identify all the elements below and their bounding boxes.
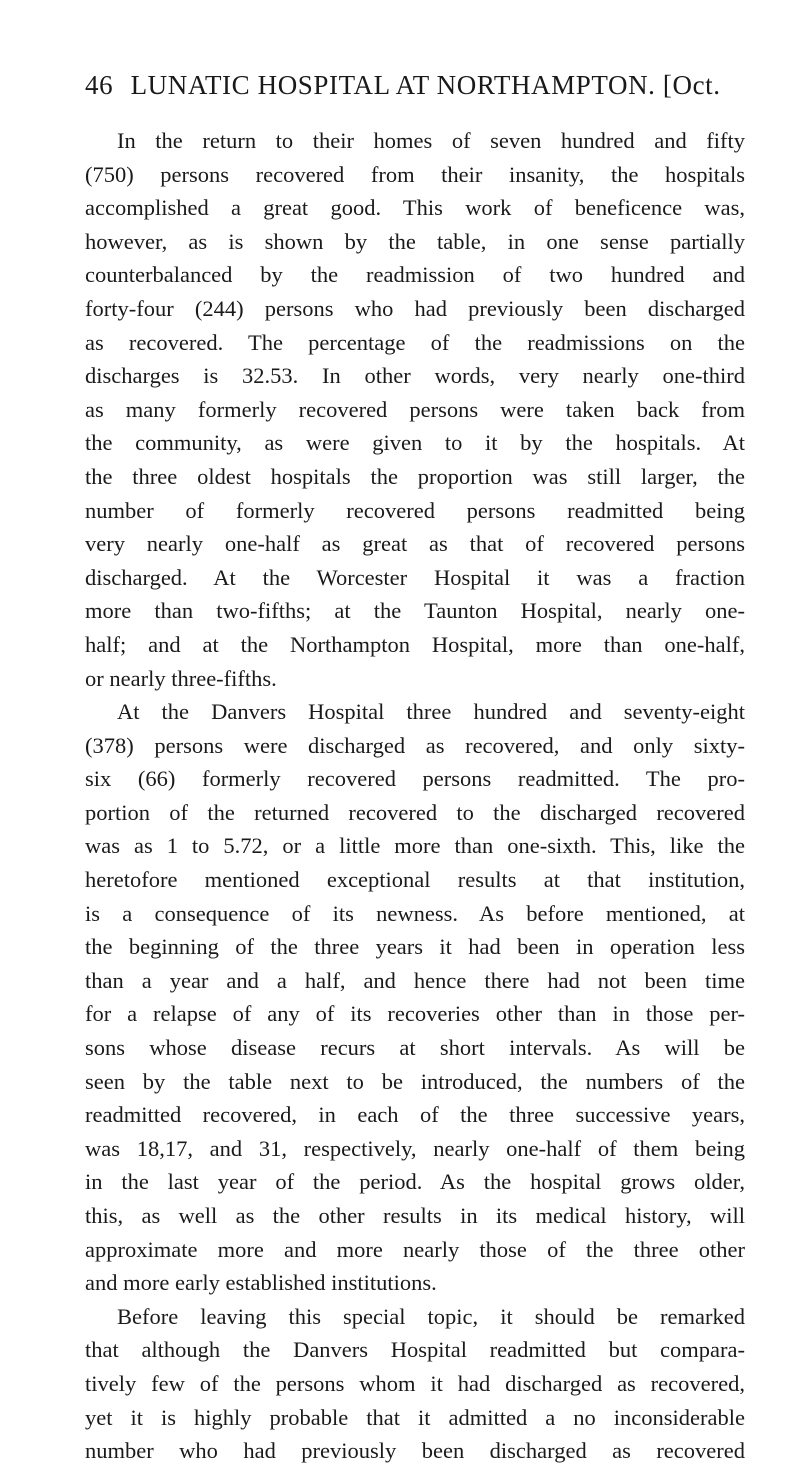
text-line: (750) persons recovered from their insanity, the hospitals bbox=[85, 161, 745, 187]
text-line: six (66) formerly recovered persons readmitted. The pro- bbox=[85, 766, 745, 792]
text-line: however, as is shown by the table, in one sense partially bbox=[85, 228, 745, 254]
text-line: heretofore mentioned exceptional results at that institution, bbox=[85, 867, 745, 893]
text-line: (378) persons were discharged as recovered, and only sixty- bbox=[85, 732, 745, 758]
text-line: In the return to their homes of seven hundred and fifty bbox=[117, 128, 745, 153]
body-text bbox=[85, 124, 745, 1468]
text-line: more than two-fifths; at the Taunton Hospital, nearly one- bbox=[85, 598, 745, 624]
running-month: [Oct. bbox=[662, 70, 721, 100]
text-line: discharged. At the Worcester Hospital it was a fraction bbox=[85, 564, 745, 590]
page-number: 46 bbox=[85, 70, 114, 100]
text-line: the three oldest hospitals the proportion was still larger, the bbox=[85, 463, 745, 489]
running-title: LUNATIC HOSPITAL AT NORTHAMPTON. bbox=[130, 70, 656, 100]
text-line: half; and at the Northampton Hospital, more than one-half, bbox=[85, 631, 745, 657]
text-line: for a relapse of any of its recoveries other than in those per- bbox=[85, 1001, 745, 1027]
text-line: the community, as were given to it by the hospitals. At bbox=[85, 430, 745, 456]
text-line: approximate more and more nearly those of the three other bbox=[85, 1236, 745, 1262]
text-line: discharges is 32.53. In other words, very nearly one-third bbox=[85, 363, 745, 389]
text-line: than a year and a half, and hence there had not been time bbox=[85, 967, 745, 993]
text-line: the beginning of the three years it had been in operation less bbox=[85, 934, 745, 960]
text-line: seen by the table next to be introduced, the numbers of the bbox=[85, 1068, 745, 1094]
text-line: number of formerly recovered persons readmitted being bbox=[85, 497, 745, 523]
text-line: readmitted recovered, in each of the three successive years, bbox=[85, 1102, 745, 1128]
text-line: or nearly three-fifths. bbox=[85, 665, 277, 691]
text-line: number who had previously been discharged as recovered bbox=[85, 1438, 745, 1464]
text-line: that although the Danvers Hospital readmitted but compara- bbox=[85, 1337, 745, 1363]
text-line: At the Danvers Hospital three hundred and seventy-eight bbox=[117, 699, 745, 725]
text-line: portion of the returned recovered to the discharged recovered bbox=[85, 799, 745, 825]
text-line: was 18,17, and 31, respectively, nearly one-half of them being bbox=[85, 1135, 745, 1161]
text-line: accomplished a great good. This work of beneficence was, bbox=[85, 195, 745, 221]
text-line: is a consequence of its newness. As before mentioned, at bbox=[85, 900, 745, 926]
text-line: tively few of the persons whom it had discharged as recovered, bbox=[85, 1370, 745, 1396]
text-line: Before leaving this special topic, it should be remarked bbox=[117, 1303, 745, 1329]
text-line: counterbalanced by the readmission of two hundred and bbox=[85, 262, 745, 288]
paragraph bbox=[85, 1300, 745, 1468]
text-line: sons whose disease recurs at short intervals. As will be bbox=[85, 1035, 745, 1061]
text-line: in the last year of the period. As the hospital grows older, bbox=[85, 1169, 745, 1195]
text-line: was as 1 to 5.72, or a little more than one-sixth. This, like the bbox=[85, 833, 745, 859]
paragraph bbox=[85, 695, 745, 1300]
paragraph bbox=[85, 124, 745, 695]
running-header bbox=[85, 70, 745, 101]
text-line: as many formerly recovered persons were taken back from bbox=[85, 396, 745, 422]
text-line: this, as well as the other results in its medical history, will bbox=[85, 1203, 745, 1228]
text-line: and more early established institutions. bbox=[85, 1270, 437, 1296]
text-line: as recovered. The percentage of the readmissions on the bbox=[85, 329, 745, 355]
text-line: forty-four (244) persons who had previously been discharged bbox=[85, 295, 745, 321]
text-line: yet it is highly probable that it admitted a no inconsiderable bbox=[85, 1404, 745, 1430]
text-line: very nearly one-half as great as that of recovered persons bbox=[85, 531, 745, 557]
